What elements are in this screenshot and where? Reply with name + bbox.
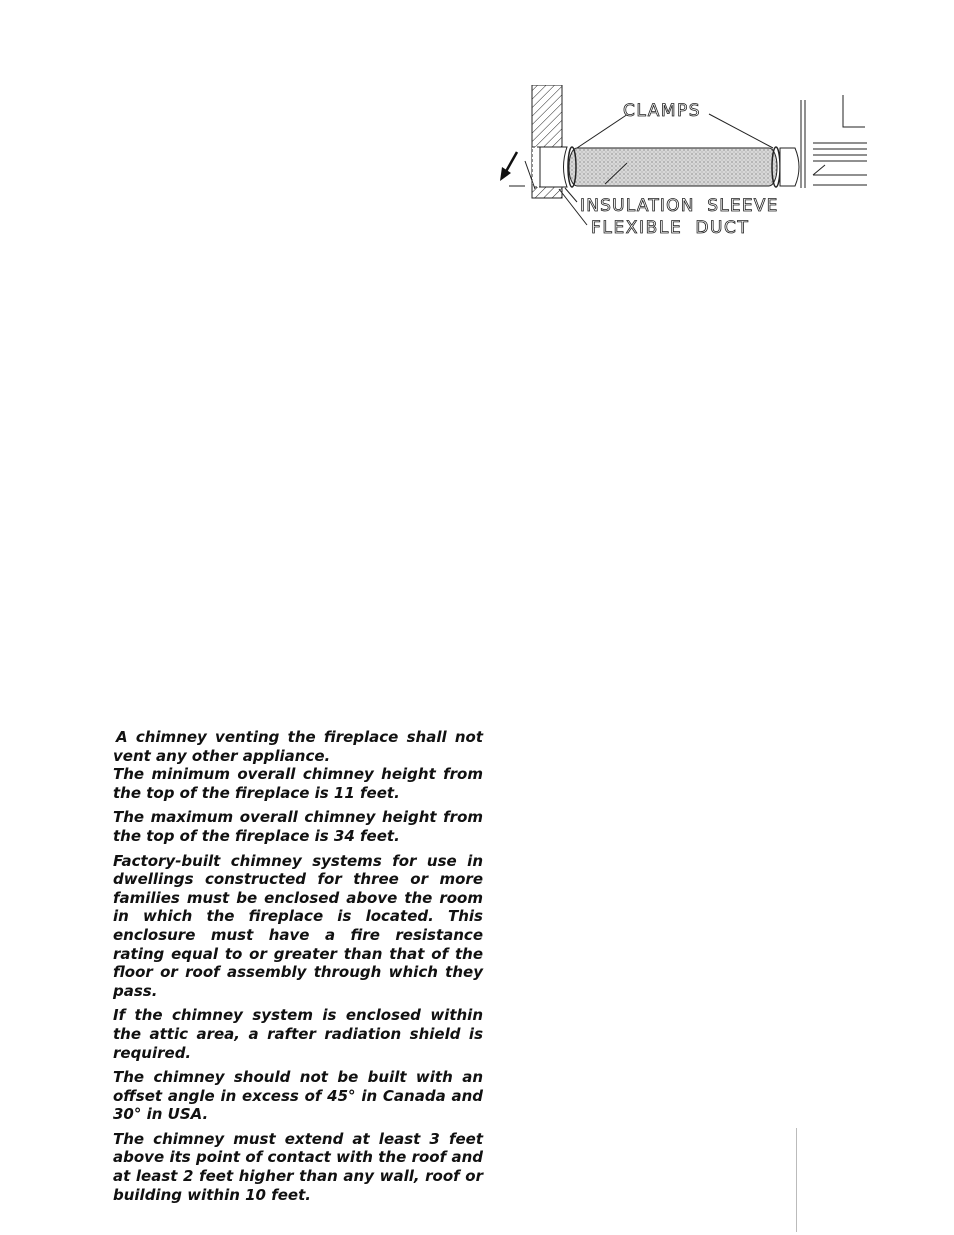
flexible-duct-label: FLEXIBLE DUCT	[591, 218, 750, 238]
insulation-sleeve-shape	[569, 148, 777, 186]
duct-left-end	[540, 147, 567, 187]
paragraph: The minimum overall chimney height from the top of the fireplace is 11 feet.	[113, 765, 483, 802]
paragraph: The chimney should not be built with an offset angle in excess of 45° in Canada and 30° in USA.	[113, 1068, 483, 1124]
insulation-sleeve-label: INSULATION SLEEVE	[580, 196, 779, 216]
airflow-arrow-icon	[500, 152, 535, 189]
clamps-label: CLAMPS	[623, 101, 702, 121]
paragraph: The maximum overall chimney height from the top of the fireplace is 34 feet.	[113, 808, 483, 845]
chimney-requirements-text	[113, 728, 483, 1210]
duct-installation-diagram	[495, 85, 875, 245]
paragraph: A chimney venting the fireplace shall not vent any other appliance.	[113, 728, 483, 765]
paragraph: If the chimney system is enclosed within the attic area, a rafter radiation shield is required.	[113, 1006, 483, 1062]
paragraph: Factory-built chimney systems for use in dwellings constructed for three or more families must be enclosed above the room in which the fireplace is located. This enclosure must have a fire resistance rating equal to or greater than that of the floor or roof assembly through which they pass.	[113, 851, 483, 1000]
paragraph: The chimney must extend at least 3 feet above its point of contact with the roof and at least 2 feet higher than any wall, roof or building within 10 feet.	[113, 1129, 483, 1204]
margin-rule	[796, 1128, 797, 1232]
duct-right-end	[780, 148, 799, 186]
